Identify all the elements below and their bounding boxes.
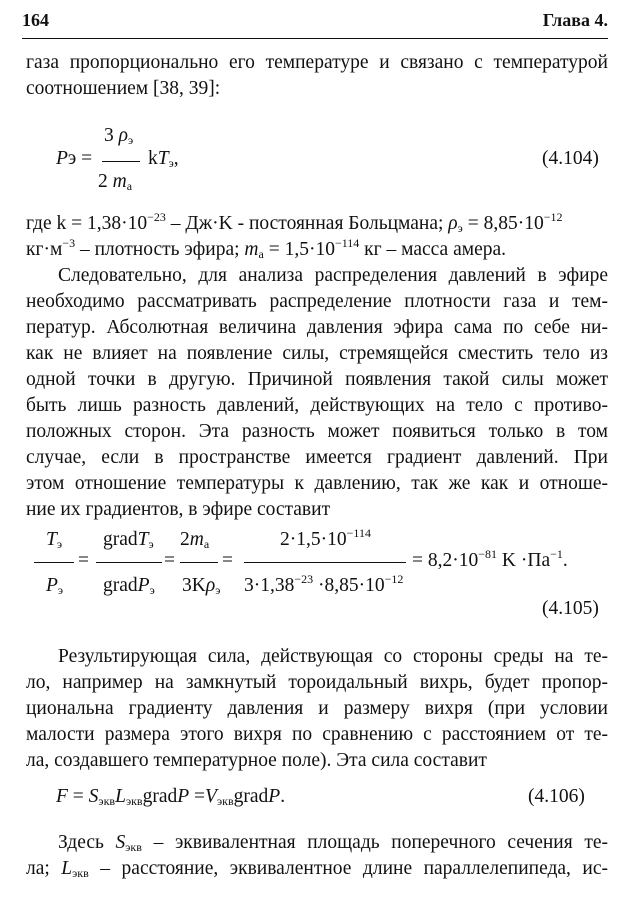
fraction-bar <box>34 562 74 563</box>
text: 2·1,5·10 <box>280 529 347 550</box>
text: ла; <box>26 858 62 879</box>
exponent: −81 <box>478 547 498 561</box>
var-P: P <box>177 786 190 807</box>
text-line: ператур. Абсолютная величина давления эфира сама по себе ни- <box>26 317 608 338</box>
text: – эквивалентная площадь поперечного сечения те- <box>141 832 608 853</box>
exponent: −114 <box>334 236 360 250</box>
text: кг – масса амера. <box>359 239 507 260</box>
eq105-den-3: $3K\rho_э$ <box>182 575 221 597</box>
text-line: ло, например на замкнутый тороидальный вихрь, будет пропор- <box>26 672 608 693</box>
text: кг·м <box>26 239 63 260</box>
text: – Дж·K - постоянная Больцмана; <box>165 213 449 234</box>
text: Здесь <box>58 832 116 853</box>
equation-number: (4.106) <box>528 786 585 807</box>
var-L: L <box>115 786 126 807</box>
text-line: газа пропорционально его температуре и связано с температурой <box>26 52 608 73</box>
text-line: циональна градиенту давления и размеру вихря (при условии <box>26 698 608 719</box>
text-line: Здесь $S_{экв}$ – эквивалентная площадь поперечного сечения те- <box>58 832 608 854</box>
eq105-num-4 <box>280 526 371 551</box>
eq105-num-2: gradT$_э$ <box>103 529 154 551</box>
definition-line: где $k = 1,38\cdot 10^{-23} - Дж\cdot K$ - постоянная Больцмана; $\rho_э = 8,85\cdot 10^{-12}$ <box>26 210 563 235</box>
text-line: быть лишь разность давлений, действующих на тело с противо- <box>26 395 608 416</box>
text: 3·1,38 <box>244 575 295 596</box>
exponent: −1 <box>550 547 563 561</box>
text-line: случае, если в пространстве имеется градиент давлений. При <box>26 447 608 468</box>
eq105-num-1: $T_э$ <box>46 529 63 551</box>
header-rule <box>22 38 608 39</box>
boltzmann-k: k <box>148 148 158 169</box>
eq104-lhs: Pэ = <box>56 148 93 169</box>
fraction-bar <box>96 562 162 563</box>
equation-number: (4.104) <box>542 148 599 169</box>
period: . <box>280 786 286 807</box>
definition-line: $кг\cdot м^{-3}$ – плотность эфира; $m_а = 1,5\cdot 10^{-114}$ кг – масса амера. <box>26 236 507 261</box>
eq105-num-3: $2m_а$ <box>180 529 210 551</box>
text-line: ла, создавшего температурное поле). Эта сила составит <box>26 750 487 771</box>
eq-sign: = <box>222 550 233 571</box>
coef: 2 <box>98 171 108 192</box>
text: где k = 1,38·10 <box>26 213 148 234</box>
fraction-bar <box>244 562 406 563</box>
var-F: F <box>56 786 68 807</box>
eq105-den-2: gradP$_э$ <box>103 575 155 597</box>
exponent: −23 <box>147 210 166 224</box>
eq-sign: = <box>189 786 206 807</box>
eq-sign: = <box>81 148 93 169</box>
text: = 1,5·10 <box>263 239 335 260</box>
text-line: необходимо рассматривать распределение плотности газа и тем- <box>26 291 608 312</box>
text-line: как не влияет на появление силы, стремящейся сместить тело из <box>26 343 608 364</box>
text-line: малости размера этого вихря по сравнению с расстоянием от те- <box>26 724 608 745</box>
text-line: этом отношение температуры к давлению, так же как и отноше- <box>26 473 608 494</box>
subscript: экв <box>216 794 234 808</box>
text: = 8,85·10 <box>462 213 544 234</box>
text-line: ла; $L_{экв}$ – расстояние, эквивалентное длине параллелепипеда, ис- <box>26 858 608 880</box>
text-line: положных сторон. Эта разность может появиться только в том <box>26 421 608 442</box>
eq-sign: = <box>67 786 89 807</box>
text: – плотность эфира; <box>75 239 245 260</box>
eq104-rhs: $kT_э$, <box>148 148 179 170</box>
fraction-bar <box>102 161 140 162</box>
exponent: −12 <box>384 572 404 586</box>
eq-sign: = <box>78 550 89 571</box>
two: 2 <box>180 529 190 550</box>
subscript: экв <box>125 794 143 808</box>
var-S: S <box>88 786 99 807</box>
page-number: 164 <box>22 10 49 30</box>
eq104-numerator: 3 $\rho_э$ <box>104 125 134 147</box>
exponent: −114 <box>346 526 371 540</box>
text: = 8,2·10 <box>412 550 479 571</box>
grad: grad <box>103 529 138 550</box>
text: ·8,85·10 <box>313 575 385 596</box>
subscript: экв <box>98 794 116 808</box>
eq105-den-1: $P_э$ <box>46 575 64 597</box>
eq104-denominator: 2 $m_а$ <box>98 171 133 193</box>
unit: K ·Па <box>497 550 551 571</box>
text: – расстояние, эквивалентное длине параллелепипеда, ис- <box>88 858 608 879</box>
text-line: ние их градиентов, в эфире составит <box>26 499 331 520</box>
text-line: одной точки в другую. Причиной появления такой силы может <box>26 369 608 390</box>
exponent: −23 <box>294 572 314 586</box>
text-line: Следовательно, для анализа распределения давлений в эфире <box>58 265 608 286</box>
text-line: соотношением [38, 39]: <box>26 78 221 99</box>
text: 3K <box>182 575 206 596</box>
grad: grad <box>103 575 138 596</box>
eq106-body <box>56 786 285 808</box>
exponent: −3 <box>62 236 76 250</box>
grad: grad <box>142 786 178 807</box>
exponent: −12 <box>543 210 563 224</box>
eq-sign: = <box>164 550 175 571</box>
eq105-den-4 <box>244 572 404 597</box>
comma: , <box>173 148 179 169</box>
var-P: P <box>268 786 281 807</box>
var-V: V <box>205 786 217 807</box>
eq105-result <box>412 547 568 572</box>
period: . <box>562 550 568 571</box>
grad: grad <box>233 786 269 807</box>
fraction-bar <box>180 562 218 563</box>
coef: 3 <box>104 125 114 146</box>
equation-number: (4.105) <box>542 598 599 619</box>
text-line: Результирующая сила, действующая со стороны среды на те- <box>58 646 608 667</box>
chapter-title: Глава 4. <box>542 10 608 30</box>
